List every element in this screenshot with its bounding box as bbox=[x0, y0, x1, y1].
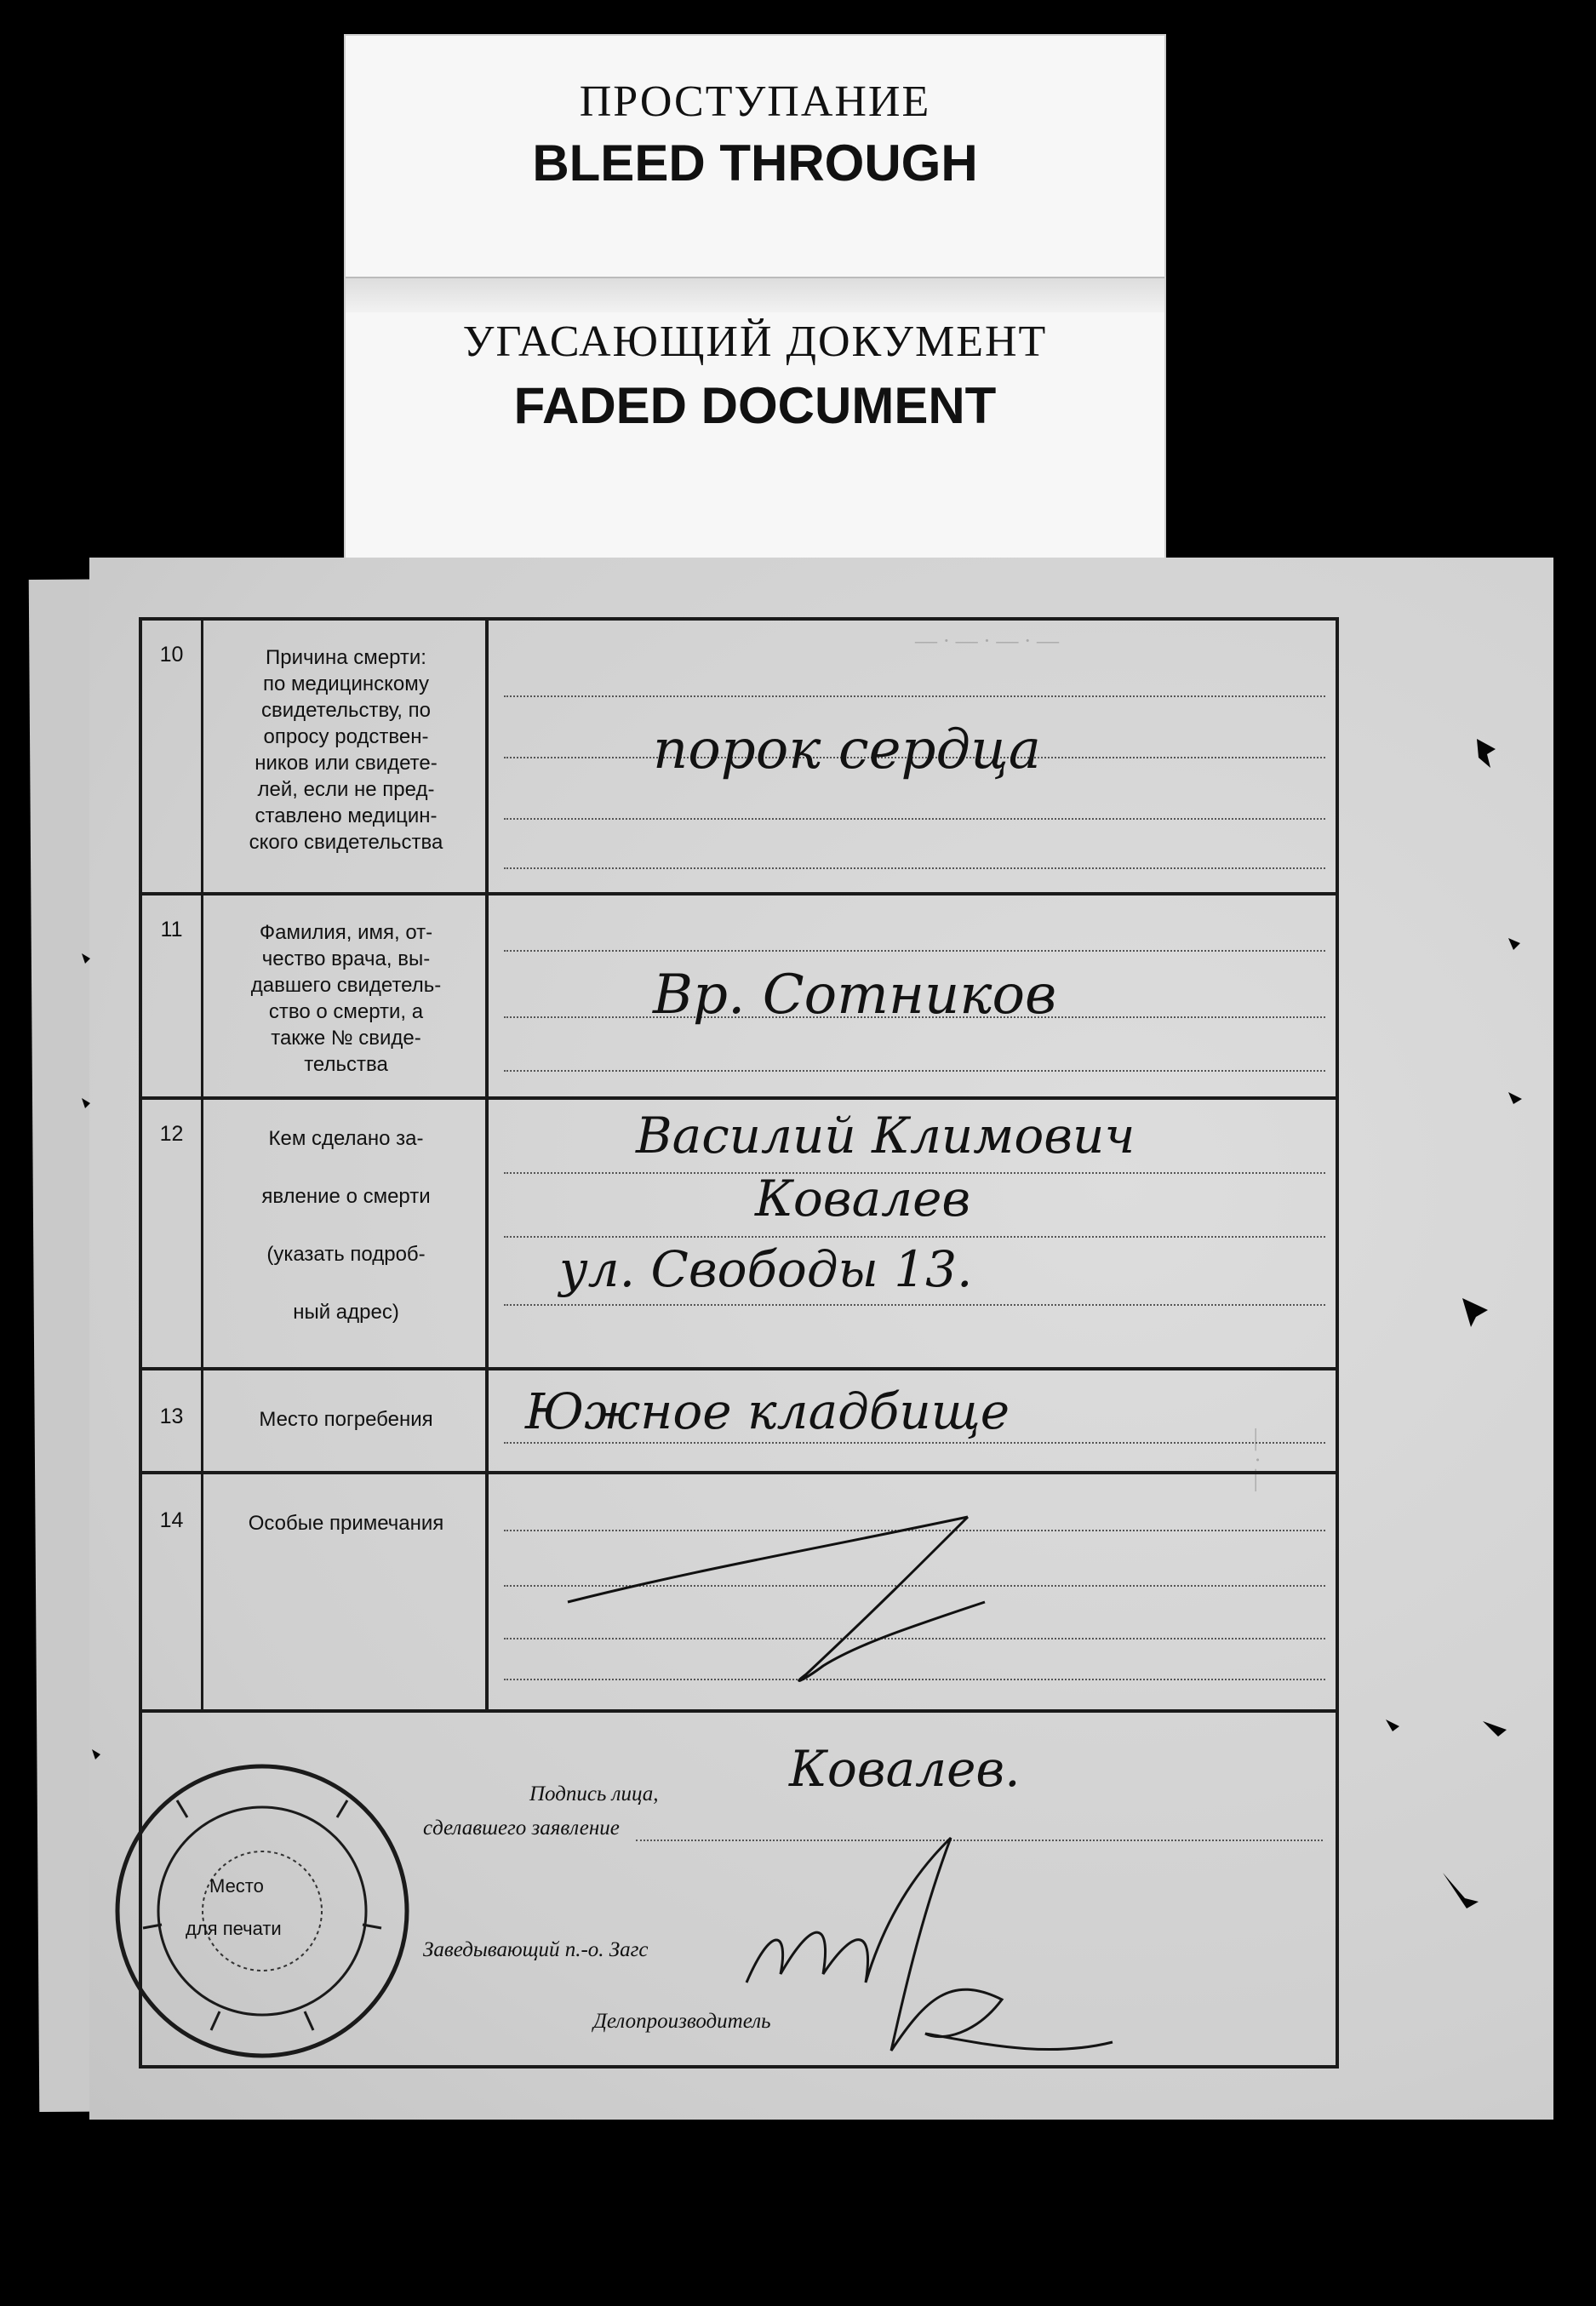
stamp-place-label-2: для печати bbox=[186, 1918, 282, 1939]
row-number: 11 bbox=[160, 918, 183, 941]
applicant-signature-label: Подпись лица, bbox=[529, 1782, 659, 1805]
row-number: 12 bbox=[159, 1122, 184, 1146]
stamp-place-label: Место bbox=[209, 1875, 264, 1897]
burial-place-label: Место погребения bbox=[259, 1408, 433, 1431]
bleed-through-en: BLEED THROUGH bbox=[532, 134, 978, 192]
faded-document-en: FADED DOCUMENT bbox=[513, 377, 997, 434]
cause-of-death-value: порок сердца bbox=[653, 718, 1041, 781]
row-number: 13 bbox=[159, 1405, 184, 1428]
form-row-14 bbox=[142, 1474, 1336, 1713]
doctor-name-label: Фамилия, имя, от- чество врача, вы- давшего свидетель- ство о смерти, а также № свиде- тельства bbox=[250, 921, 442, 1076]
bleed-through-ru: ПРОСТУПАНИЕ bbox=[579, 77, 931, 126]
official-stamp bbox=[109, 1758, 415, 2064]
row-number: 14 bbox=[159, 1508, 184, 1532]
form-row-13 bbox=[142, 1370, 1336, 1474]
bleed-through-text: — · — · — · — bbox=[915, 628, 1059, 653]
faded-document-ru: УГАСАЮЩИЙ ДОКУМЕНТ bbox=[462, 318, 1048, 366]
declarant-name-value: Василий Климович bbox=[636, 1107, 1136, 1164]
head-signature bbox=[721, 1829, 1130, 2076]
cause-of-death-label: Причина смерти: по медицинскому свидетельству, по опросу родствен- ников или свидете- лей, если не пред- ставлено медицин- ского свидетельства bbox=[249, 646, 443, 854]
form-row-12 bbox=[142, 1100, 1336, 1370]
bleed-through-text: — · — bbox=[1244, 1428, 1270, 1491]
declarant-label: Кем сделано за- явление о смерти (указать подроб- ный адрес) bbox=[261, 1127, 431, 1324]
clerk-label: Делопроизводитель bbox=[593, 2010, 771, 2033]
form-row-10 bbox=[142, 621, 1336, 896]
registry-head-label: Заведывающий п.-о. Загс bbox=[423, 1938, 649, 1961]
applicant-signature: Ковалев. bbox=[789, 1740, 1021, 1798]
declarant-address-value: ул. Свободы 13. bbox=[559, 1240, 973, 1298]
form-row-11 bbox=[142, 896, 1336, 1100]
row-number: 10 bbox=[159, 643, 184, 667]
special-notes-label: Особые примечания bbox=[248, 1512, 444, 1535]
declarant-surname-value: Ковалев bbox=[755, 1170, 971, 1227]
applicant-signature-label-2: сделавшего заявление bbox=[423, 1817, 620, 1840]
doctor-name-value: Вр. Сотников bbox=[653, 964, 1057, 1027]
strike-through-mark bbox=[551, 1474, 1061, 1696]
burial-place-value: Южное кладбище bbox=[525, 1382, 1010, 1440]
